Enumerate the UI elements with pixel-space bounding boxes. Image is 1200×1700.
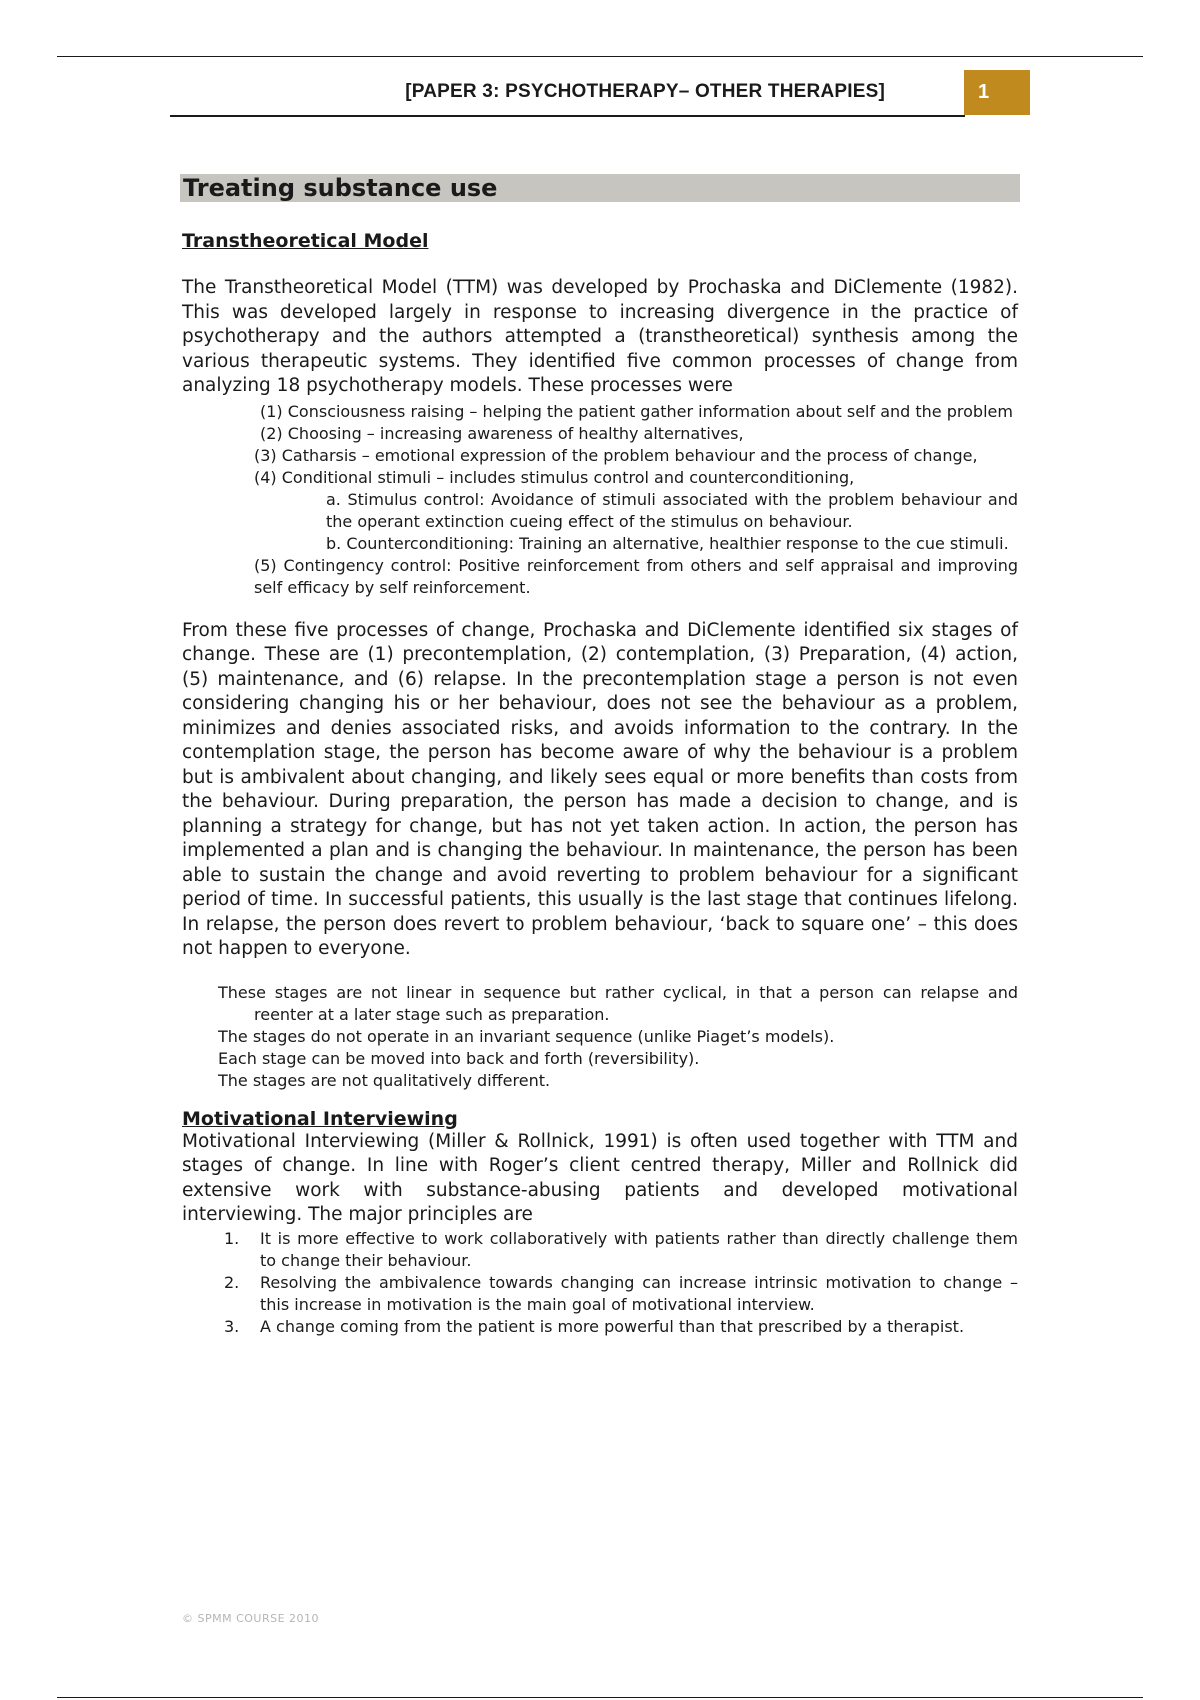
stage-note: The stages do not operate in an invariant sequence (unlike Piaget’s models).: [218, 1026, 835, 1046]
list-item: [224, 1228, 1018, 1272]
top-rule: [57, 56, 1143, 57]
stage-note: The stages are not qualitatively different.: [218, 1070, 551, 1090]
mi-principles-list: [182, 1228, 1018, 1338]
section-title: Treating substance use: [180, 174, 1020, 202]
stage-note: Each stage can be moved into back and forth (reversibility).: [218, 1048, 700, 1068]
page-header: [170, 71, 990, 117]
list-number: 3.: [224, 1316, 240, 1336]
process-item: (3) Catharsis – emotional expression of the problem behaviour and the process of change,: [254, 445, 978, 465]
ttm-intro-paragraph: The Transtheoretical Model (TTM) was developed by Prochaska and DiClemente (1982). This was developed largely in response to increasing divergence in the practice of psychotherapy and the authors attempted a (transtheoretical) synthesis among the various therapeutic systems. They identified five common processes of change from analyzing 18 psychotherapy models. These processes were: [182, 277, 1018, 396]
footer-copyright: © SPMM COURSE 2010: [182, 1612, 320, 1625]
process-item: (1) Consciousness raising – helping the patient gather information about self and the problem: [260, 401, 1013, 421]
process-item: (5) Contingency control: Positive reinforcement from others and self appraisal and improving self efficacy by self reinforcement.: [254, 555, 1018, 597]
list-item: [224, 1272, 1018, 1316]
bottom-rule: [57, 1697, 1143, 1698]
process-subitem: a. Stimulus control: Avoidance of stimuli associated with the problem behaviour and the operant extinction cueing effect of the stimulus on behaviour.: [326, 489, 1018, 531]
list-number: 2.: [224, 1272, 240, 1292]
list-text: Resolving the ambivalence towards changing can increase intrinsic motivation to change – this increase in motivation is the main goal of motivational interview.: [260, 1272, 1018, 1314]
process-item: (4) Conditional stimuli – includes stimulus control and counterconditioning,: [254, 467, 855, 487]
stages-notes: [182, 982, 1018, 1092]
process-item: (2) Choosing – increasing awareness of healthy alternatives,: [260, 423, 744, 443]
list-number: 1.: [224, 1228, 240, 1248]
ttm-heading: Transtheoretical Model: [182, 230, 429, 252]
page-number-badge: 1: [964, 70, 1030, 115]
document-body: [182, 230, 1018, 1338]
process-subitem: b. Counterconditioning: Training an alternative, healthier response to the cue stimuli.: [326, 533, 1009, 553]
stage-note: These stages are not linear in sequence but rather cyclical, in that a person can relapse and reenter at a later stage such as preparation.: [218, 982, 1018, 1024]
mi-intro-paragraph: Motivational Interviewing (Miller & Rollnick, 1991) is often used together with TTM and stages of change. In line with Roger’s client centred therapy, Miller and Rollnick did extensive work with substance-abusing patients and developed motivational interviewing. The major principles are: [182, 1130, 1018, 1225]
list-item: [224, 1316, 1018, 1338]
mi-heading: Motivational Interviewing: [182, 1107, 458, 1130]
list-text: It is more effective to work collaboratively with patients rather than directly challenge them to change their behaviour.: [260, 1228, 1018, 1270]
stages-paragraph: From these five processes of change, Prochaska and DiClemente identified six stages of change. These are (1) precontemplation, (2) contemplation, (3) Preparation, (4) action, (5) maintenance, and (6) relapse. In the precontemplation stage a person is not even considering changing his or her behaviour, does not see the behaviour as a problem, minimizes and denies associated risks, and avoids information to the contrary. In the contemplation stage, the person has become aware of why the behaviour is a problem but is ambivalent about changing, and likely sees equal or more benefits than costs from the behaviour. During preparation, the person has made a decision to change, and is planning a strategy for change, but has not yet taken action. In action, the person has implemented a plan and is changing the behaviour. In maintenance, the person has been able to sustain the change and avoid reverting to problem behaviour for a significant period of time. In successful patients, this usually is the last stage that continues lifelong. In relapse, the person does revert to problem behaviour, ‘back to square one’ – this does not happen to everyone.: [182, 619, 1018, 959]
list-text: A change coming from the patient is more powerful than that prescribed by a therapist.: [260, 1316, 965, 1336]
header-title: [PAPER 3: PSYCHOTHERAPY– OTHER THERAPIES]: [405, 81, 885, 102]
